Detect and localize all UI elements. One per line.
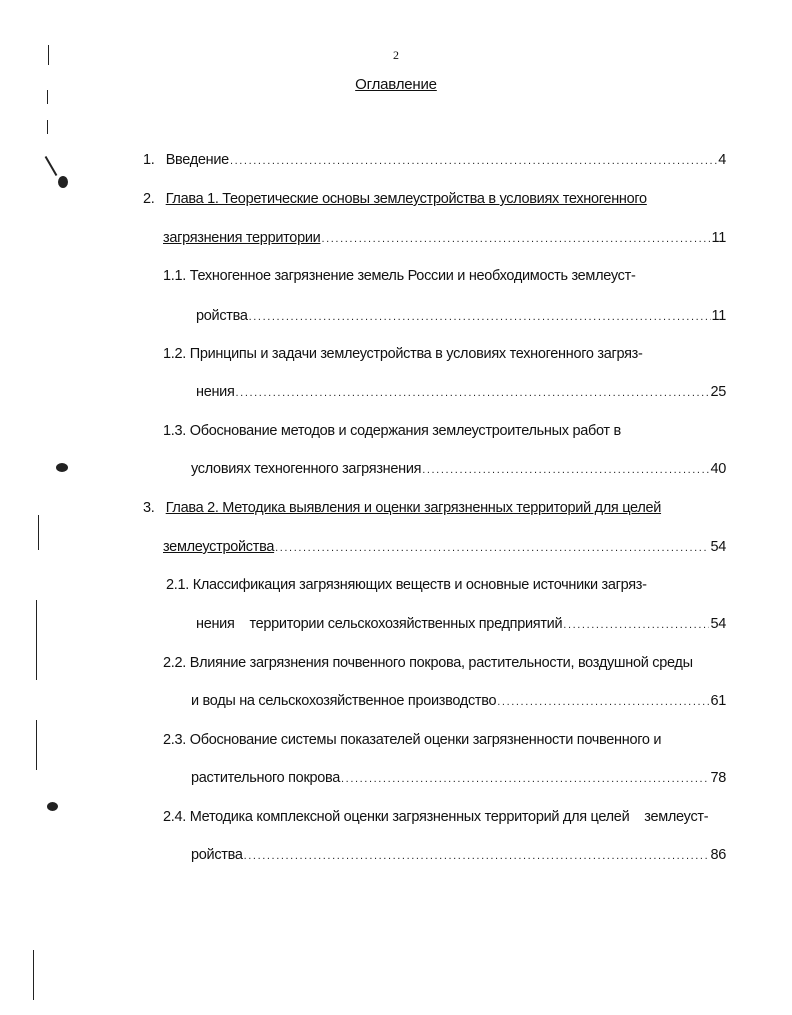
- toc-entry-intro[interactable]: [143, 152, 726, 168]
- toc-section-title: Методика комплексной оценки загрязненных территорий для целей землеуст-: [189, 809, 709, 825]
- toc-section-title-cont: нения территории сельскохозяйственных предприятий: [196, 616, 563, 632]
- toc-page-number: 54: [710, 616, 726, 632]
- toc-section-number: 1.2.: [163, 346, 186, 362]
- toc-chapter-title: Глава 1. Теоретические основы землеустройства в условиях техногенного: [165, 191, 647, 207]
- toc-section-title-cont: нения: [196, 384, 235, 400]
- toc-section-2-2-cont[interactable]: [191, 693, 726, 709]
- toc-section-1-1-cont[interactable]: [196, 308, 726, 324]
- toc-page-number: 86: [710, 847, 726, 863]
- scan-mark: [33, 950, 34, 1000]
- leader-dots: [249, 311, 711, 323]
- toc-section-1-2[interactable]: [163, 346, 643, 362]
- scan-mark: [38, 515, 39, 550]
- toc-section-title-cont: ройства: [191, 847, 243, 863]
- toc-chapter-title-cont: землеустройства: [163, 539, 275, 555]
- scan-blot: [58, 176, 68, 188]
- toc-entry-number: 1. Введение: [143, 152, 229, 168]
- toc-section-title-cont: ройства: [196, 308, 248, 324]
- toc-section-number: 2.1.: [166, 577, 189, 593]
- toc-section-1-3[interactable]: [163, 423, 621, 439]
- leader-dots: [497, 696, 709, 708]
- toc-section-title-cont: и воды на сельскохозяйственное производство: [191, 693, 497, 709]
- scan-mark: [36, 720, 37, 770]
- leader-dots: [341, 773, 709, 785]
- leader-dots: [275, 542, 709, 554]
- toc-section-number: 2.3.: [163, 732, 186, 748]
- scan-blot: [56, 463, 68, 472]
- toc-chapter-2-cont[interactable]: [163, 539, 726, 555]
- toc-section-title: Классификация загрязняющих веществ и основные источники загряз-: [192, 577, 647, 593]
- toc-section-1-3-cont[interactable]: [191, 461, 726, 477]
- leader-dots: [230, 155, 717, 167]
- toc-section-2-1-cont[interactable]: [196, 616, 726, 632]
- leader-dots: [236, 387, 710, 399]
- page-title: Оглавление: [355, 76, 437, 93]
- toc-page-number: 54: [710, 539, 726, 555]
- toc-section-2-3-cont[interactable]: [191, 770, 726, 786]
- toc-section-number: 1.1.: [163, 268, 186, 284]
- toc-page-number: 11: [711, 230, 726, 246]
- toc-page-number: 4: [718, 152, 726, 168]
- leader-dots: [244, 850, 710, 862]
- toc-section-number: 2.2.: [163, 655, 186, 671]
- toc-chapter-title-cont: загрязнения территории: [163, 230, 321, 246]
- toc-entry-number: 3.: [143, 500, 155, 516]
- scan-mark: [47, 120, 48, 134]
- toc-page-number: 11: [711, 308, 726, 324]
- toc-section-title: Влияние загрязнения почвенного покрова, растительности, воздушной среды: [189, 655, 693, 671]
- scan-blot: [47, 802, 58, 811]
- toc-section-2-3[interactable]: [163, 732, 661, 748]
- toc-section-number: 2.4.: [163, 809, 186, 825]
- toc-page-number: 25: [710, 384, 726, 400]
- toc-section-title-cont: условиях техногенного загрязнения: [191, 461, 422, 477]
- toc-section-2-1[interactable]: [166, 577, 647, 593]
- toc-section-title: Обоснование методов и содержания землеустроительных работ в: [189, 423, 621, 439]
- toc-entry-number: 2.: [143, 191, 155, 207]
- leader-dots: [563, 619, 709, 631]
- toc-page-number: 40: [710, 461, 726, 477]
- toc-section-title: Техногенное загрязнение земель России и необходимость землеуст-: [189, 268, 636, 284]
- toc-page-number: 61: [710, 693, 726, 709]
- toc-section-title-cont: растительного покрова: [191, 770, 341, 786]
- page-number: 2: [393, 48, 399, 62]
- toc-entry-label: Введение: [165, 152, 229, 168]
- toc-chapter-1[interactable]: [143, 191, 647, 207]
- toc-chapter-2[interactable]: [143, 500, 661, 516]
- toc-section-title: Принципы и задачи землеустройства в условиях техногенного загряз-: [189, 346, 643, 362]
- leader-dots: [321, 233, 710, 245]
- toc-section-2-2[interactable]: [163, 655, 693, 671]
- toc-section-title: Обоснование системы показателей оценки загрязненности почвенного и: [189, 732, 662, 748]
- toc-section-2-4-cont[interactable]: [191, 847, 726, 863]
- toc-section-2-4[interactable]: [163, 809, 708, 825]
- scan-mark: [45, 156, 58, 176]
- toc-page-number: 78: [710, 770, 726, 786]
- toc-section-1-2-cont[interactable]: [196, 384, 726, 400]
- toc-section-number: 1.3.: [163, 423, 186, 439]
- leader-dots: [422, 464, 709, 476]
- toc-chapter-title: Глава 2. Методика выявления и оценки загрязненных территорий для целей: [165, 500, 662, 516]
- scan-mark: [36, 600, 37, 680]
- toc-chapter-1-cont[interactable]: [163, 230, 726, 246]
- toc-section-1-1[interactable]: [163, 268, 635, 284]
